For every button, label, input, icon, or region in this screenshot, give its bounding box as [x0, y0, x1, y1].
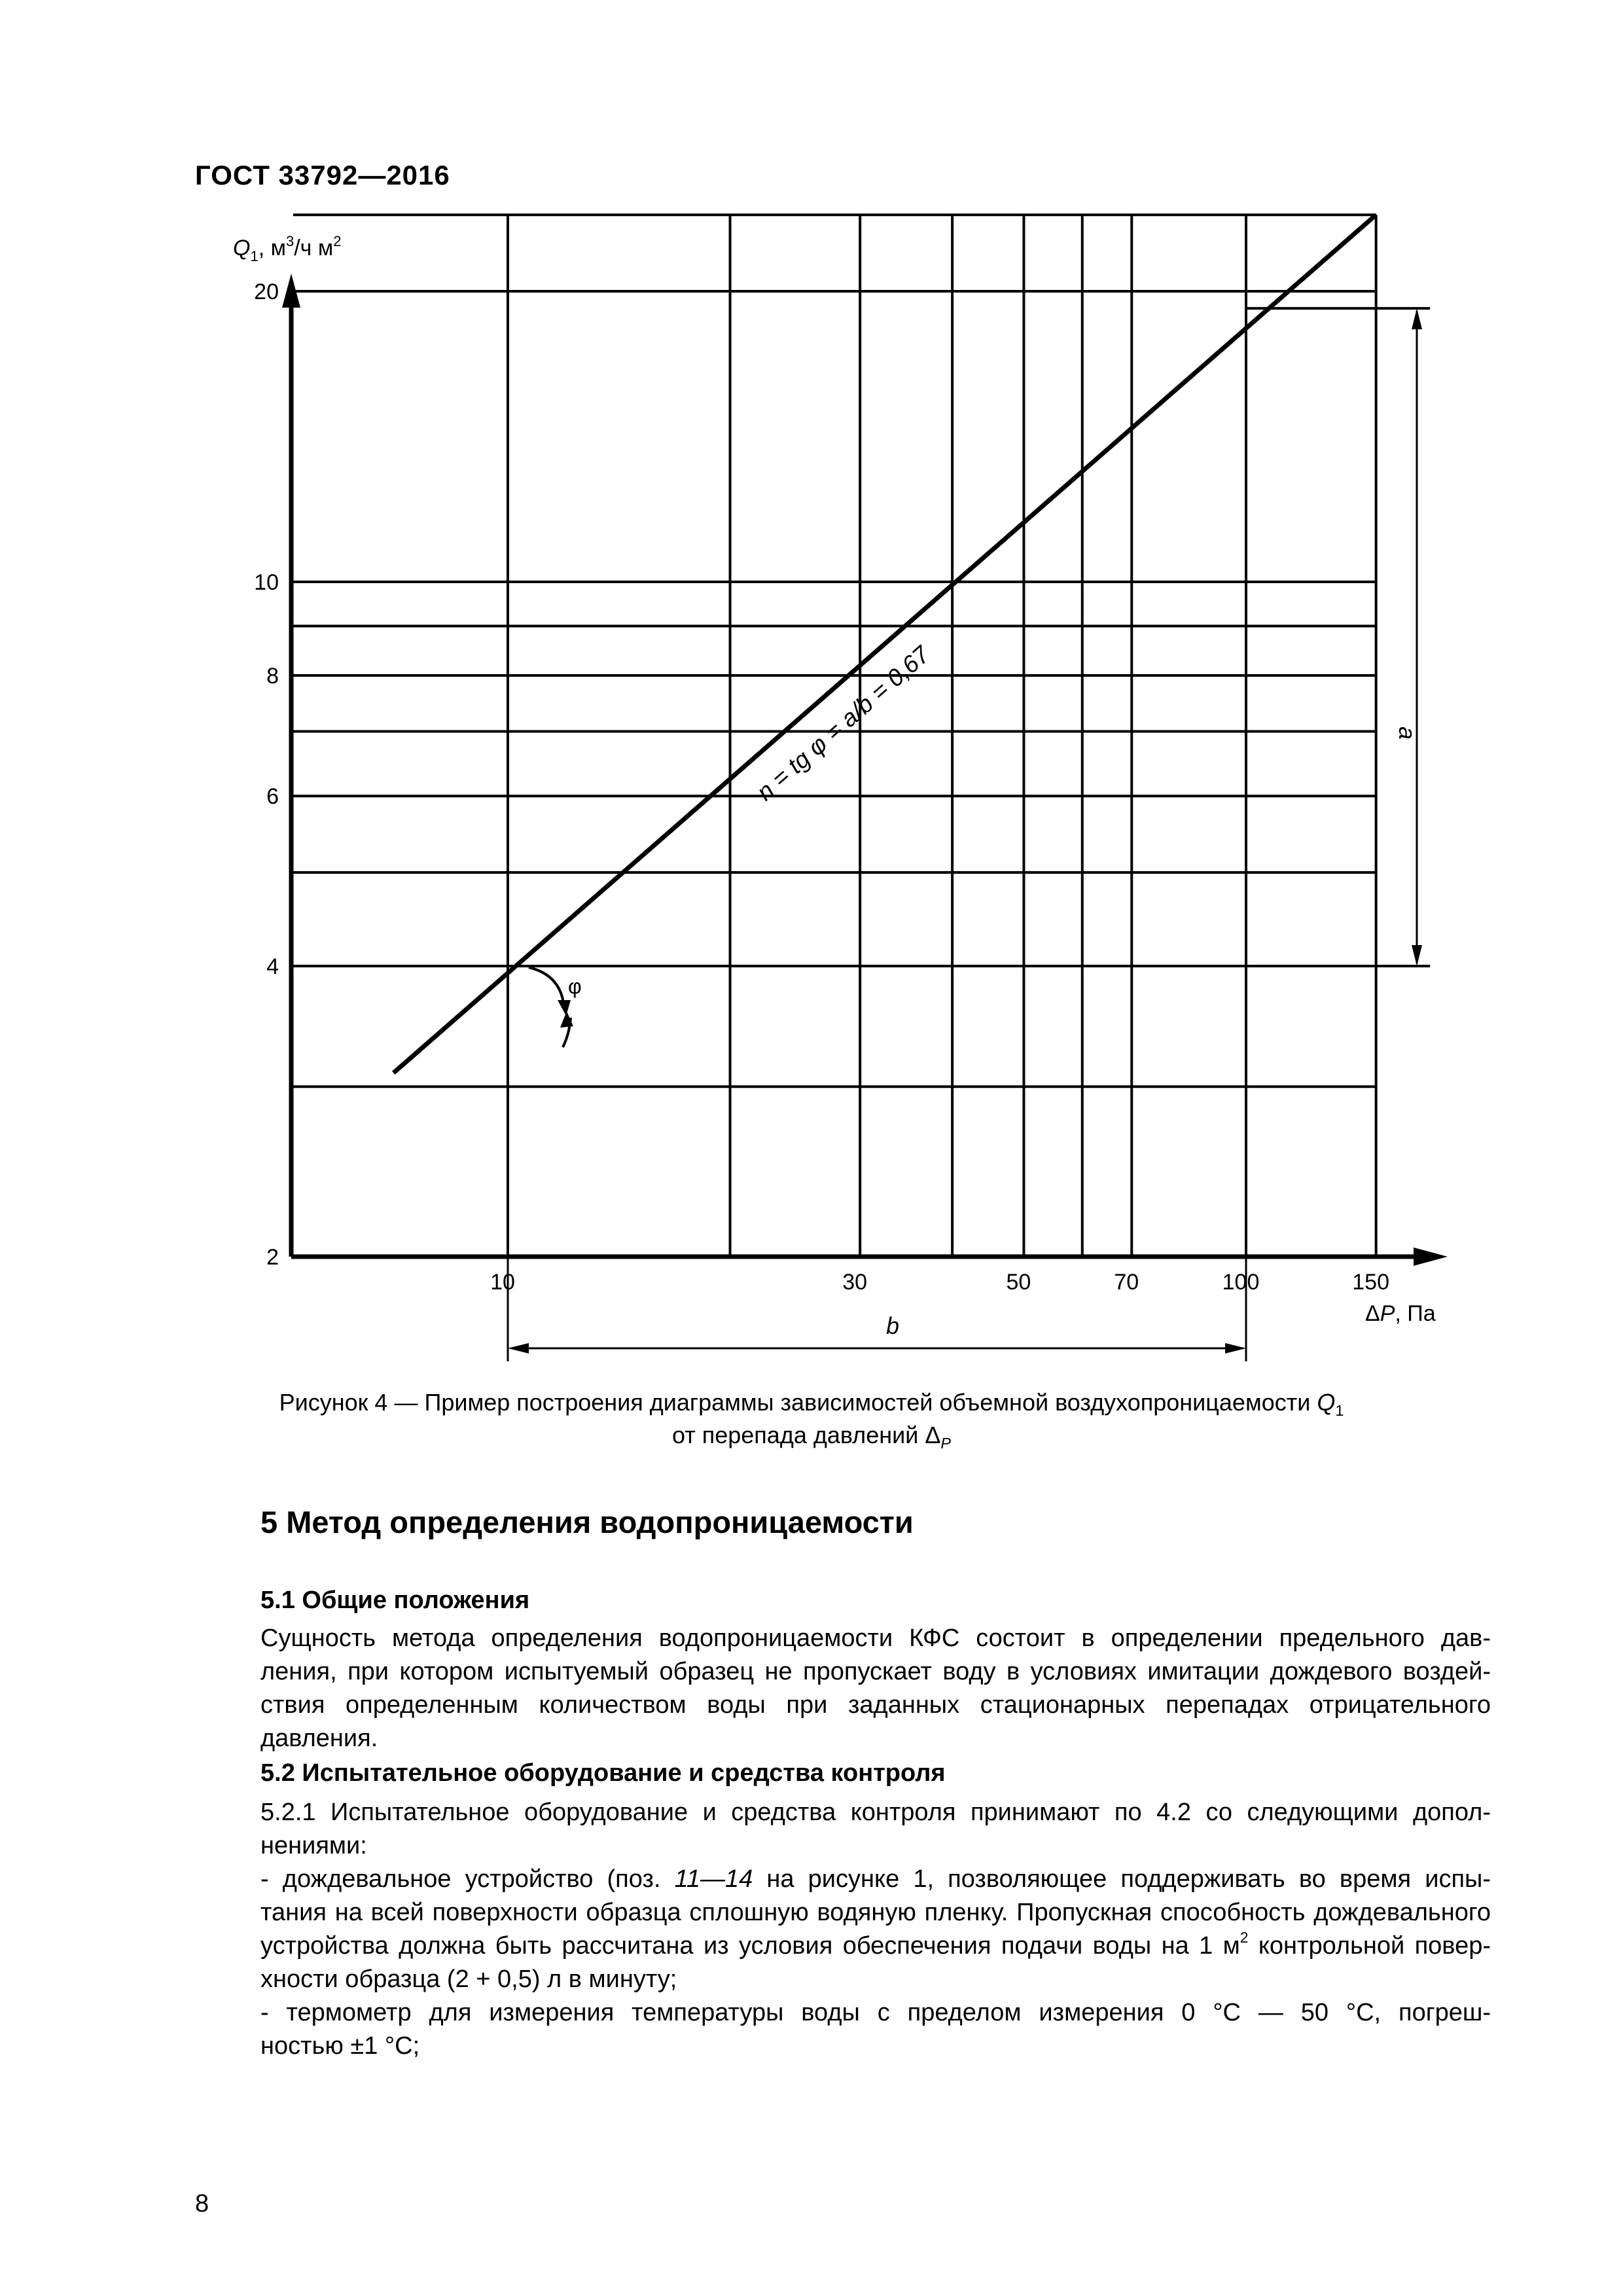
y-tick-4: 4 [266, 954, 279, 979]
section-5-1-paragraph: Сущность метода определения водопроницаемости КФС состоит в определении предельного дав- ления, при котором испытуемый образец не пропускает воду в условиях имитации дождевого воздей- ствия определенным количеством воды при заданных стационарных перепадах отрицательного давления. [260, 1624, 1491, 1752]
section-5-2-heading: 5.2 Испытательное оборудование и средства контроля [260, 1759, 946, 1787]
section-5-1-heading: 5.1 Общие положения [260, 1587, 530, 1614]
dim-a-arrow-bottom [1412, 945, 1422, 966]
clause-5-2-1-paragraph: 5.2.1 Испытательное оборудование и средства контроля принимают по 4.2 со следующими допол- нениями: [260, 1799, 1491, 1859]
q1-series-line [393, 215, 1376, 1073]
dimension-a [1412, 308, 1422, 966]
figure-caption-line2: от перепада давлений $\Delta_P$ [672, 1422, 951, 1452]
x-tick-150: 150 [1352, 1270, 1389, 1295]
thermometer-item-paragraph: - термометр для измерения температуры воды с пределом измерения 0 °С — 50 °С, погреш- ностью ±1 °С; [260, 1999, 1491, 2060]
slope-annotation: n = tg φ = a/b = 0,67 [751, 641, 935, 806]
y-axis-label: $Q_1$, $м^3/ч$ $м^2$ [233, 233, 342, 264]
x-tick-100: 100 [1222, 1270, 1260, 1295]
document-header-title: ГОСТ 33792—2016 [195, 160, 450, 190]
x-axis-arrow [1414, 1247, 1448, 1266]
angle-phi-marker [529, 967, 573, 1047]
x-tick-50: 50 [1006, 1270, 1031, 1295]
sprinkler-item-paragraph: - дождевальное устройство (поз. 11—14 на рисунке 1, позволяющее поддерживать во время испы- тания на всей поверхности образца сплошную водяную пленку. Пропускная способность дождевального устройства должна быть рассчитана из условия обеспечения подачи воды на 1 $м^2$ контрольной повер- хности образца (2 + 0,5) л в минуту; [260, 1865, 1491, 1993]
dim-b-arrow-right [1225, 1343, 1246, 1354]
x-tick-10: 10 [490, 1270, 515, 1295]
page-number: 8 [195, 2190, 209, 2217]
dim-b-arrow-left [508, 1343, 529, 1354]
figure-caption-line1: Рисунок 4 — Пример построения диаграммы зависимостей объемной воздухопроницаемости $Q_1$ [279, 1389, 1344, 1420]
dim-a-arrow-top [1412, 308, 1422, 329]
y-tick-10: 10 [254, 570, 279, 596]
y-gridlines [293, 215, 1430, 1086]
dimension-a-label: a [1394, 726, 1421, 740]
x-tick-70: 70 [1114, 1270, 1139, 1295]
y-tick-labels [254, 279, 279, 1270]
angle-arrow-upper [558, 1000, 571, 1016]
dimension-b-label: b [886, 1312, 900, 1339]
y-tick-20: 20 [254, 279, 279, 304]
section-5-heading: 5 Метод определения водопроницаемости [260, 1505, 914, 1539]
axes [282, 274, 1448, 1266]
y-tick-6: 6 [266, 784, 279, 810]
angle-phi-label: φ [568, 975, 582, 998]
x-tick-labels [490, 1270, 1389, 1295]
y-tick-2: 2 [266, 1245, 279, 1270]
y-tick-8: 8 [266, 663, 279, 689]
x-gridlines [508, 215, 1376, 1257]
x-tick-30: 30 [842, 1270, 868, 1295]
x-axis-label: ΔP, Па [1365, 1301, 1436, 1326]
